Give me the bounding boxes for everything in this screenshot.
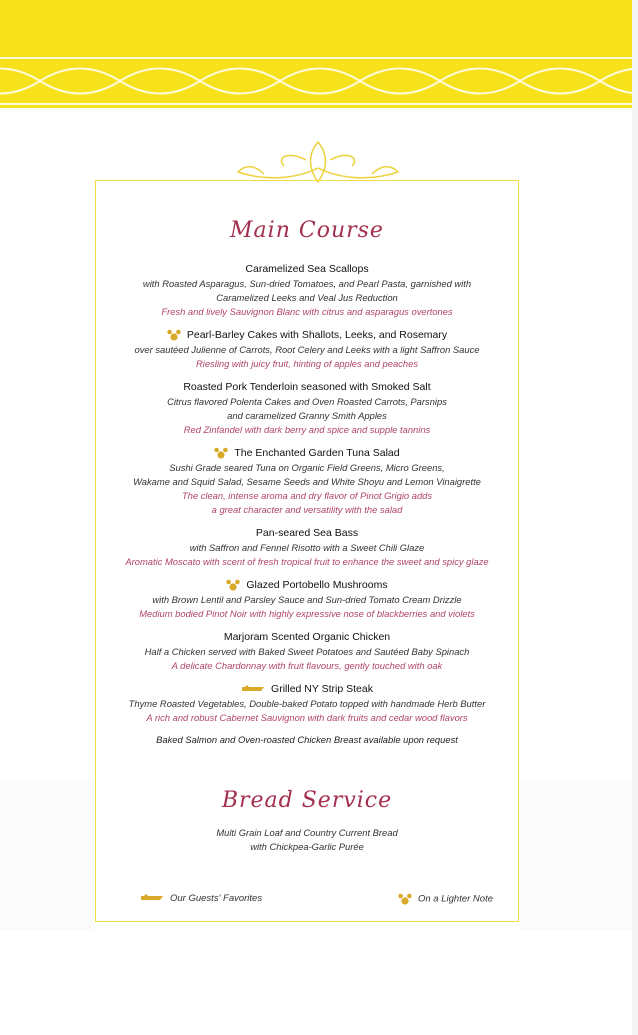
dish-name: [100, 262, 514, 277]
dish-name: [100, 578, 514, 593]
dish-description: Citrus flavored Polenta Cakes and Oven Roasted Carrots, Parsnips: [167, 396, 447, 407]
lattice-pattern: [0, 54, 632, 108]
ship-icon: [140, 893, 164, 903]
page-edge: [632, 0, 638, 1035]
dish-name: [100, 526, 514, 541]
mickey-icon: [226, 579, 240, 591]
dish-name-text: Pearl-Barley Cakes with Shallots, Leeks, and Rosemary: [186, 329, 448, 341]
dish-name: [100, 630, 514, 645]
menu-item: [100, 526, 514, 569]
menu-item: [100, 682, 514, 725]
menu-item: [100, 630, 514, 673]
mickey-icon: [398, 893, 412, 905]
decorative-top-band: [0, 0, 632, 108]
main-course-title: Main Course: [230, 218, 384, 243]
dish-description: with Roasted Asparagus, Sun-dried Tomatoes, and Pearl Pasta, garnished with: [142, 278, 472, 289]
dish-name-text: Caramelized Sea Scallops: [245, 263, 369, 275]
dish-name: [100, 682, 514, 697]
bread-line: Multi Grain Loaf and Country Current Bread: [216, 827, 398, 838]
bread-service-block: [100, 826, 514, 854]
dish-description: Thyme Roasted Vegetables, Double-baked Potato topped with handmade Herb Butter: [128, 698, 486, 709]
wine-pairing: Red Zinfandel with dark berry and spice and supple tannins: [183, 424, 431, 435]
wine-pairing: Riesling with juicy fruit, hinting of apples and peaches: [195, 358, 418, 369]
menu-item: [100, 380, 514, 437]
dish-description: with Saffron and Fennel Risotto with a Sweet Chili Glaze: [189, 542, 425, 553]
dish-name-text: Roasted Pork Tenderloin seasoned with Smoked Salt: [183, 381, 431, 393]
mickey-icon: [167, 329, 181, 341]
dish-name-text: The Enchanted Garden Tuna Salad: [234, 447, 400, 459]
dish-description: Half a Chicken served with Baked Sweet Potatoes and Sautéed Baby Spinach: [144, 646, 470, 657]
legend-lighter-label: On a Lighter Note: [418, 893, 493, 905]
bread-line: with Chickpea-Garlic Purée: [250, 841, 364, 852]
dish-description: Sushi Grade seared Tuna on Organic Field Greens, Micro Greens,: [169, 462, 445, 473]
upon-request-note: Baked Salmon and Oven-roasted Chicken Breast available upon request: [156, 734, 458, 745]
main-course-list: [100, 262, 514, 745]
legend-favorites: [140, 893, 262, 904]
wine-pairing: The clean, intense aroma and dry flavor of Pinot Grigio adds: [181, 490, 433, 501]
dish-description: over sautéed Julienne of Carrots, Root Celery and Leeks with a light Saffron Sauce: [134, 344, 480, 355]
menu-item: [100, 328, 514, 371]
dish-name-text: Pan-seared Sea Bass: [255, 527, 359, 539]
bread-service-title: Bread Service: [221, 788, 393, 813]
wine-pairing: a great character and versatility with the salad: [211, 504, 403, 515]
wine-pairing: Aromatic Moscato with scent of fresh tropical fruit to enhance the sweet and spicy glaze: [125, 556, 489, 567]
dish-description: Wakame and Squid Salad, Sesame Seeds and White Shoyu and Lemon Vinaigrette: [133, 476, 481, 487]
dish-name-text: Grilled NY Strip Steak: [271, 683, 373, 695]
dish-name-text: Glazed Portobello Mushrooms: [246, 579, 388, 591]
ship-icon: [241, 684, 265, 694]
wine-pairing: Fresh and lively Sauvignon Blanc with citrus and asparagus overtones: [161, 306, 453, 317]
scan-shade-right: [520, 780, 632, 930]
legend-favorites-label: Our Guests' Favorites: [170, 893, 263, 904]
wine-pairing: A delicate Chardonnay with fruit flavours, gently touched with oak: [171, 660, 443, 671]
wine-pairing: Medium bodied Pinot Noir with highly expressive nose of blackberries and violets: [139, 608, 475, 619]
legend-lighter: [398, 893, 493, 905]
dish-name: [100, 380, 514, 395]
menu-item: [100, 262, 514, 319]
dish-description: Caramelized Leeks and Veal Jus Reduction: [216, 292, 398, 303]
dish-name: [100, 328, 514, 343]
dish-description: and caramelized Granny Smith Apples: [227, 410, 387, 421]
dish-description: with Brown Lentil and Parsley Sauce and Sun-dried Tomato Cream Drizzle: [152, 594, 462, 605]
menu-item: [100, 446, 514, 517]
scan-shade-left: [0, 780, 94, 930]
mickey-icon: [214, 447, 228, 459]
dish-name: [100, 446, 514, 461]
dish-name-text: Marjoram Scented Organic Chicken: [223, 631, 391, 643]
menu-item: [100, 578, 514, 621]
wine-pairing: A rich and robust Cabernet Sauvignon with dark fruits and cedar wood flavors: [146, 712, 468, 723]
